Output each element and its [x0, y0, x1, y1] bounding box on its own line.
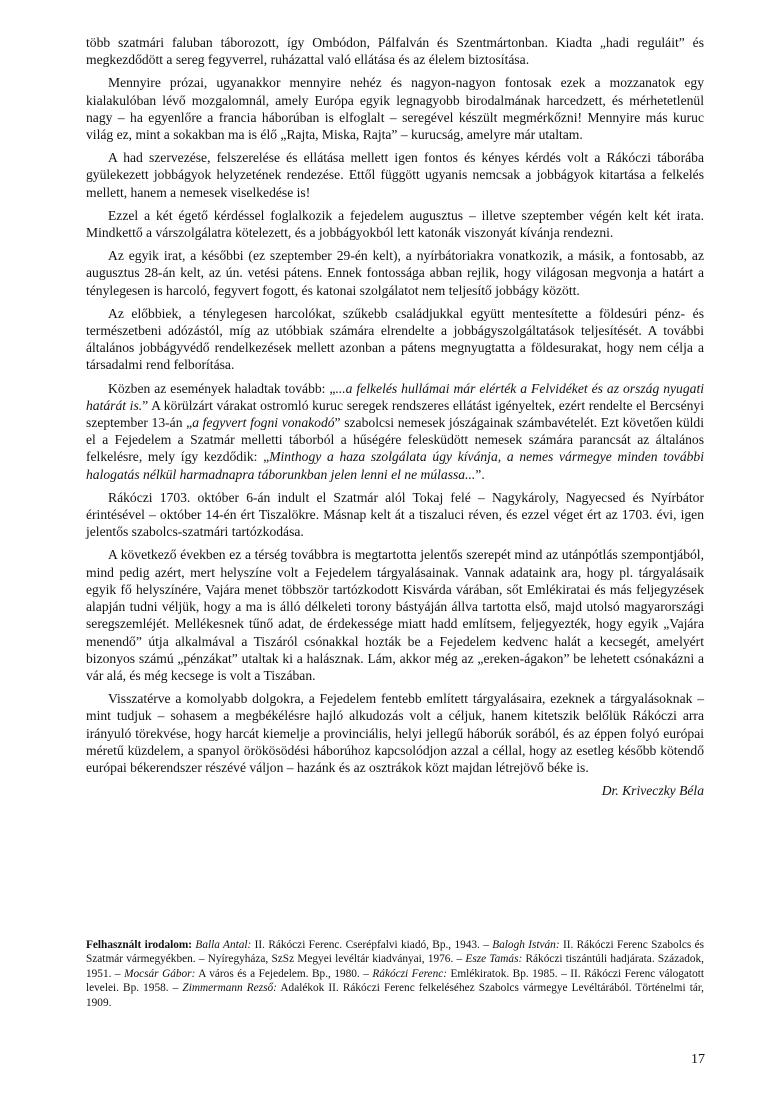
paragraph-text: A had szervezése, felszerelése és ellátása mellett igen fontos és kényes kérdés volt a Rákóczi táborába gyülekezett jobbágyok helyzetének rendezése. Ettől függött ugyanis nemcsak a jobbágyok kitartása a felkelés mellett, hanem a nemesek viselkedése is! [86, 150, 704, 200]
bibliography-author: Mocsár Gábor: [124, 967, 196, 980]
paragraph-text: Ezzel a két égető kérdéssel foglalkozik a fejedelem augusztus – illetve szeptember végén kelt két irata. Mindkettő a várszolgálatra kötelezett, és a jobbágyokból lett katonák viszonyát kívánja rendezni. [86, 207, 704, 241]
paragraph-text: Mennyire prózai, ugyanakkor mennyire nehéz és nagyon-nagyon fontosak ezek a mozzanatok egy kialakulóban lévő mozgalomnál, amely Európa egyik legnagyobb birodalmának harcedzett, és mérhetetlenül nagy – ha egyenlőre a francia háborúban is elfoglalt – seregével készült megmérkőzni! Mennyire más kuruc világ ez, mint a sokakban ma is élő „Rajta, Miska, Rajta” – kurucság, amelyre már utaltam. [86, 75, 704, 143]
paragraph [86, 380, 704, 483]
paragraph [86, 207, 704, 241]
bibliography-entry: II. Rákóczi Ferenc Szabolcs és Szatmár vármegyékben. – Nyíregyháza, SzSz Megyei levéltár kiadványai, 1976. – [86, 939, 704, 966]
paragraph [86, 34, 704, 68]
paragraph-text: ”. [475, 466, 485, 482]
paragraph-text: Visszatérve a komolyabb dolgokra, a Fejedelem fentebb említett tárgyalásaira, ezeknek a tárgyalásoknak – mint tudjuk – sohasem a megbékélésre hajló alkudozás volt a céljuk, hanem kitetszik belőlük Rákóczi arra irányuló törekvése, hogy harcát kiemelje a provinciális, helyi jellegű háborúk sorából, és az éppen folyó európai méretű küzdelem, a spanyol örökösödési háborúhoz kapcsolódjon azzal a céllal, hogy az esetleg később kötendő európai békerendszer részévé váljon – hazánk és az osztrákok közt majdan létrejövő béke is. [86, 691, 704, 775]
bibliography-entry: II. Rákóczi Ferenc. Cserépfalvi kiadó, Bp., 1943. – [251, 939, 493, 951]
quote-text: Minthogy a haza szolgálata úgy kívánja, a nemes vármegye minden további halogatás nélkül harmadnapra táborunkban jelen lenni el ne múlassa... [86, 449, 704, 482]
quote-text: a fegyvert fogni vonakodó [192, 415, 335, 431]
paragraph [86, 489, 704, 541]
paragraph [86, 546, 704, 684]
bibliography-author: Balogh István: [492, 939, 560, 951]
paragraph [86, 690, 704, 776]
quote-text: ...a felkelés hullámai már elérték a Felvidéket és az ország nyugati határát is. [86, 380, 704, 413]
bibliography-author: Balla Antal: [195, 939, 252, 951]
paragraph-text: Az egyik irat, a későbbi (ez szeptember 29-én kelt), a nyírbátoriakra vonatkozik, a másik, a fontosabb, az augusztus 28-án kelt, az ún. vetési pátens. Ennek fontossága abban rejlik, hogy világosan megvonja a határt a ténylegesen is harcoló, fegyvert fogott, és katonai szolgálatot nem teljesítő jobbágy között. [86, 248, 704, 298]
paragraph-text: Rákóczi 1703. október 6-án indult el Szatmár alól Tokaj felé – Nagykároly, Nagyecsed és Nyírbátor érintésével – október 14-én ért Tiszalökre. Másnap kelt át a tiszaluci réven, és ezzel véget ért az 1703. évi, igen jelentős szabolcs-szatmári tartózkodása. [86, 489, 704, 540]
bibliography-author: Rákóczi Ferenc: [372, 967, 447, 980]
paragraph-text: ” szabolcsi nemesek jószágainak számbavételét. Ezt követően küldi el a Fejedelem a Szatmár melletti táborból a hűségére felesküdött nemesek számára parancsát az általános felkelésre, mely így kezdődik: „ [86, 415, 705, 465]
paragraph-text: több szatmári faluban táborozott, így Ombódon, Pálfalván és Szentmártonban. Kiadta „hadi reguláit” és megkezdődött a sereg fegyverrel, ruházattal való ellátása és az élelem biztosítása. [86, 35, 704, 68]
bibliography-entry: Adalékok II. Rákóczi Ferenc felkeléséhez Szabolcs vármegye Levéltárából. Történelmi tár, 1909. [86, 982, 704, 1009]
paragraph-text: Az előbbiek, a ténylegesen harcolókat, szűkebb családjukkal együtt mentesítette a földesúri pénz- és természetbeni adózástól, míg az utóbbiak számára elrendelte a jobbágyszolgáltatások teljesítését. A további általános jobbágyvédő rendelkezések mellett azonban a pátens megnyugtatta a földesurakat, hogy nem célja a társadalmi rend felborítása. [86, 305, 704, 373]
page-number: 17 [691, 1052, 705, 1067]
bibliography-entry: Emlékiratok. Bp. 1985. – II. Rákóczi Ferenc válogatott levelei. Bp. 1958. – [86, 967, 704, 995]
bibliography-author: Zimmermann Rezső: [182, 982, 277, 995]
paragraph [86, 149, 704, 201]
bibliography-author: Esze Tamás: [465, 953, 523, 966]
paragraph [86, 247, 704, 299]
bibliography-entry: A város és a Fejedelem. Bp., 1980. – [195, 967, 373, 980]
paragraph-text: ” A körülzárt várakat ostromló kuruc seregek rendszeres ellátást igényeltek, ezért rendelte el Bercsényi szeptember 13-án „ [86, 397, 704, 431]
paragraph-text: A következő években ez a térség továbbra is megtartotta jelentős szerepét mind az utánpótlás szempontjából, mind pedig azért, mert helyszíne volt a Fejedelem tárgyalásainak. Vannak adataink ara, hogy pl. tárgyalásaik egyik fő helyszínére, Vajára menet többször tartózkodott Kisvárda várában, sőt Emlékiratai és más feljegyzések alapján tudni véljük, hogy a ma is álló délkeleti torony bástyáján állva tartotta első, majd utolsó magyarországi seregszemléjét. Mellékesnek tűnő adat, de érdekessége miatt hadd említsem, feljegyezték, hogy egyik „Vajára menendő” útja alkalmával a Tiszáról csónakkal hozták be a Fejedelem kedvenc halát a kecsegét, amelyért bizonyos számú „pénzákat” utaltak ki a halásznak. Lám, akkor még az „ereken-ágakon” be lehetett csónakázni a vár alá, és még kecsege is volt a Tiszában. [86, 547, 704, 683]
article-body [86, 34, 704, 805]
bibliography-entry: Rákóczi tiszántúli hadjárata. Századok, 1951. – [86, 953, 704, 980]
bibliography-label: Felhasznált irodalom: [86, 939, 193, 951]
paragraph [86, 305, 704, 374]
paragraph-text: Közben az események haladtak tovább: „ [108, 380, 336, 396]
paragraph [86, 74, 704, 143]
author-signature: Dr. Kriveczky Béla [601, 783, 704, 799]
bibliography [86, 938, 704, 1010]
